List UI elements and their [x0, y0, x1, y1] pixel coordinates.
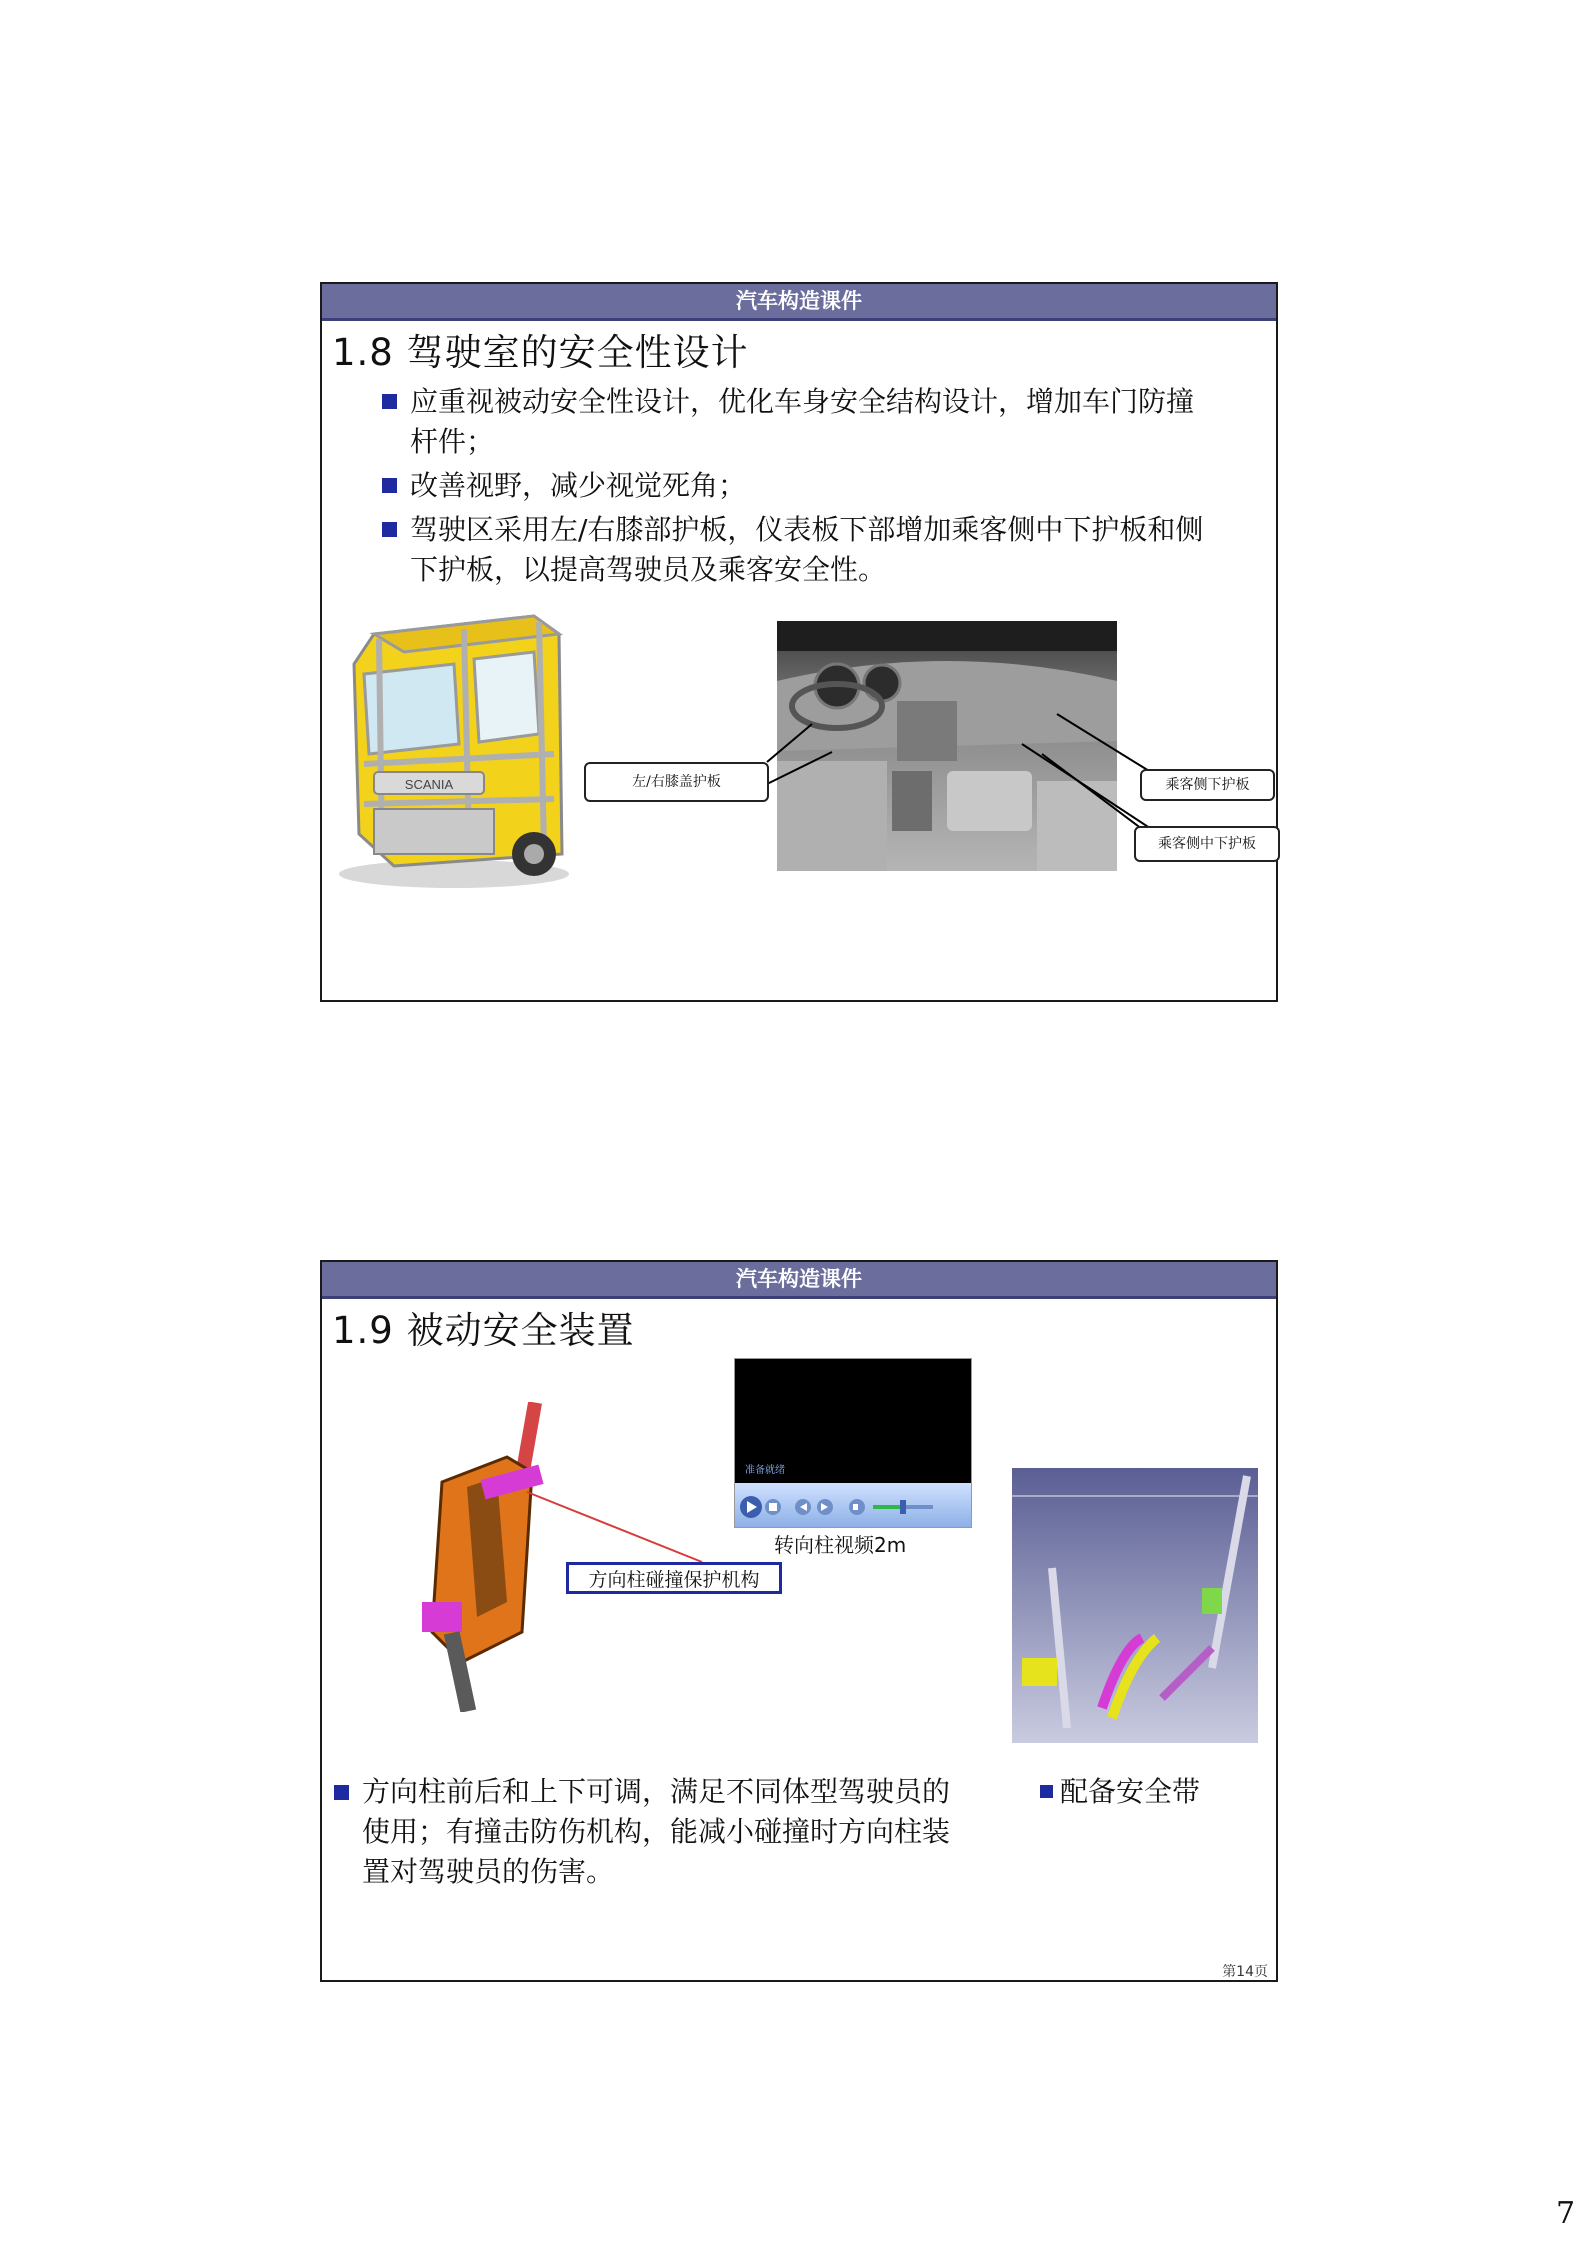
callout-passenger-lower-panel: 乘客侧下护板	[1140, 769, 1275, 801]
callout-passenger-mid-lower-panel: 乘客侧中下护板	[1134, 826, 1280, 862]
slide-title: 1.8 驾驶室的安全性设计	[332, 331, 749, 374]
bullet-square-icon	[1040, 1785, 1053, 1798]
player-status-text: 准备就绪	[745, 1465, 785, 1476]
callout-knee-panel: 左/右膝盖护板	[584, 762, 769, 802]
bullet-item: 改善视野，减少视觉死角；	[382, 466, 1212, 506]
bullet-item: 应重视被动安全性设计，优化车身安全结构设计，增加车门防撞杆件；	[382, 382, 1212, 462]
seat-belt-image	[1012, 1468, 1258, 1743]
bullet-steering-column: 方向柱前后和上下可调，满足不同体型驾驶员的使用；有撞击防伤机构，能减小碰撞时方向柱装置对驾驶员的伤害。	[334, 1772, 962, 1892]
slide-header: 汽车构造课件	[322, 284, 1276, 318]
video-caption: 转向柱视频2m	[774, 1533, 907, 1557]
slide-title: 1.9 被动安全装置	[332, 1309, 635, 1352]
bullet-square-icon	[334, 1785, 349, 1800]
slide-1-8	[320, 282, 1278, 1002]
page-number: 7	[1556, 2196, 1576, 2231]
bullet-item: 驾驶区采用左/右膝部护板，仪表板下部增加乘客侧中下护板和侧下护板，以提高驾驶员及乘客安全性。	[382, 510, 1212, 590]
slide-header: 汽车构造课件	[322, 1262, 1276, 1296]
mechanism-label: 方向柱碰撞保护机构	[566, 1562, 782, 1594]
svg-text:SCANIA: SCANIA	[404, 777, 454, 792]
slide-1-9	[320, 1260, 1278, 1982]
callout-leaders	[322, 284, 1280, 1004]
bullet-seat-belt: 配备安全带	[1040, 1772, 1280, 1812]
slide-number: 第14页	[1222, 1964, 1268, 1980]
